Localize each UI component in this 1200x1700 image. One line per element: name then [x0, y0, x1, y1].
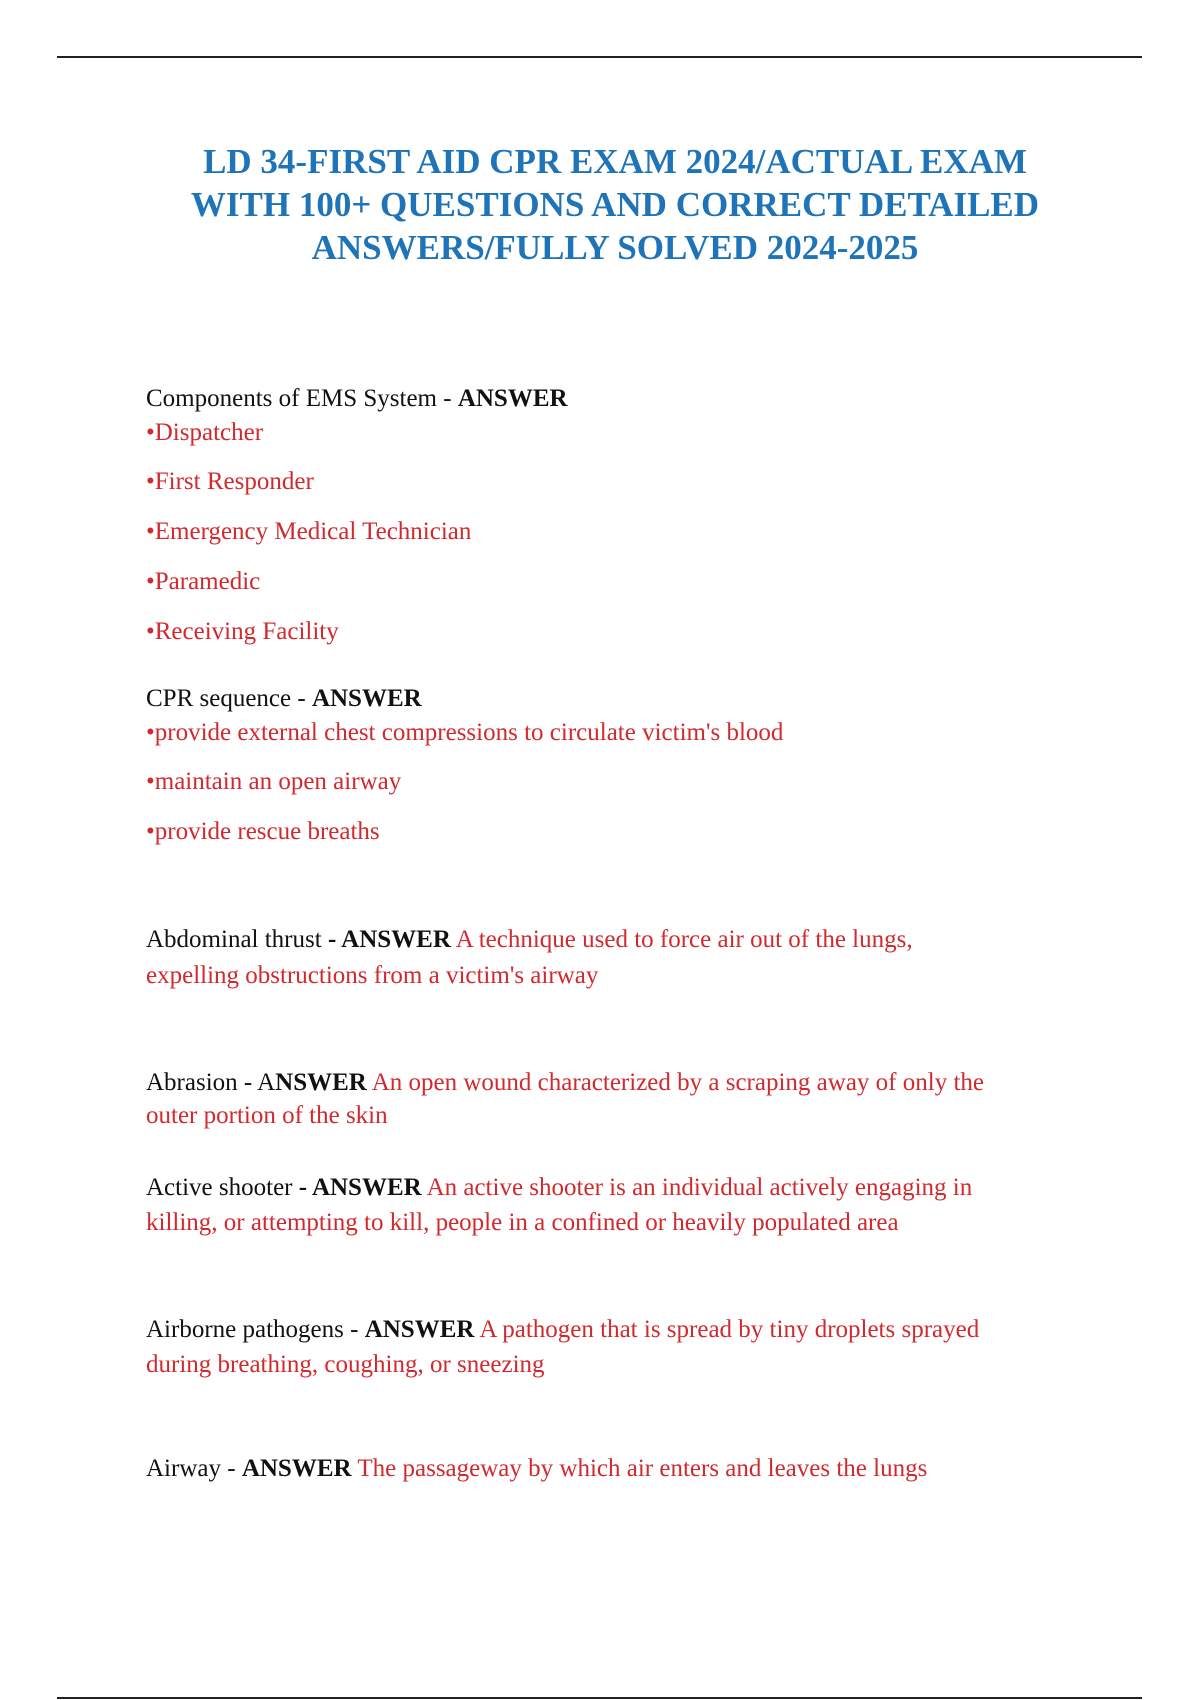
answer-list: [146, 416, 1096, 665]
definition-line-2: during breathing, coughing, or sneezing: [146, 1351, 545, 1378]
definition-line-2: outer portion of the skin: [146, 1102, 388, 1129]
list-item: •Paramedic: [146, 568, 261, 595]
answer-label: ANSWER: [311, 685, 422, 712]
answer-label: ANSWER: [241, 1455, 352, 1482]
answer-label: ANSWER: [364, 1316, 475, 1343]
entry-abrasion: [146, 1066, 1096, 1132]
answer-label: ANSWER: [341, 926, 451, 953]
entry-term: Airway -: [146, 1455, 242, 1482]
top-rule: [57, 56, 1142, 58]
separator: -: [292, 1174, 312, 1201]
entry-airway: [146, 1452, 1096, 1486]
list-item: •provide rescue breaths: [146, 818, 380, 845]
separator: -: [321, 926, 342, 953]
entry-term: CPR sequence -: [146, 685, 312, 712]
entry-active-shooter: [146, 1170, 1096, 1240]
definition-line-1: An active shooter is an individual actively engaging in: [426, 1174, 973, 1201]
definition-line-1: An open wound characterized by a scraping away of only the: [371, 1069, 984, 1096]
answer-label: ANSWER: [457, 385, 568, 412]
list-item: •Emergency Medical Technician: [146, 518, 472, 545]
bottom-rule: [57, 1697, 1142, 1699]
entry-term: Active shooter: [146, 1174, 293, 1201]
entry-airborne-pathogens: [146, 1312, 1096, 1382]
definition-line-1: A technique used to force air out of the lungs,: [455, 926, 913, 953]
answer-list: [146, 716, 1096, 865]
entry-term: Abdominal thrust: [146, 926, 322, 953]
definition-line-2: expelling obstructions from a victim's airway: [146, 962, 599, 989]
answer-label: ANSWER: [311, 1174, 422, 1201]
entry-term: Airborne pathogens -: [146, 1316, 365, 1343]
list-item: •First Responder: [146, 468, 314, 495]
title-line-3: ANSWERS/FULLY SOLVED 2024-2025: [311, 228, 919, 267]
document-title: [120, 140, 1110, 269]
title-line-2: WITH 100+ QUESTIONS AND CORRECT DETAILED: [190, 185, 1040, 224]
list-item: •maintain an open airway: [146, 768, 402, 795]
entry-term: Abrasion - A: [146, 1069, 276, 1096]
list-item: •provide external chest compressions to circulate victim's blood: [146, 719, 784, 746]
list-item: •Dispatcher: [146, 419, 264, 446]
definition-line-2: killing, or attempting to kill, people in a confined or heavily populated area: [146, 1209, 899, 1236]
entry-abdominal-thrust: [146, 922, 1096, 994]
entry-term: Components of EMS System -: [146, 385, 458, 412]
definition-line-1: The passageway by which air enters and leaves the lungs: [357, 1455, 928, 1482]
answer-label: NSWER: [275, 1069, 367, 1096]
list-item: •Receiving Facility: [146, 618, 339, 645]
definition-line-1: A pathogen that is spread by tiny droplets sprayed: [479, 1316, 980, 1343]
entry-cpr-sequence: [146, 682, 1096, 865]
title-line-1: LD 34-FIRST AID CPR EXAM 2024/ACTUAL EXAM: [203, 142, 1027, 181]
entry-ems-components: [146, 382, 1096, 665]
